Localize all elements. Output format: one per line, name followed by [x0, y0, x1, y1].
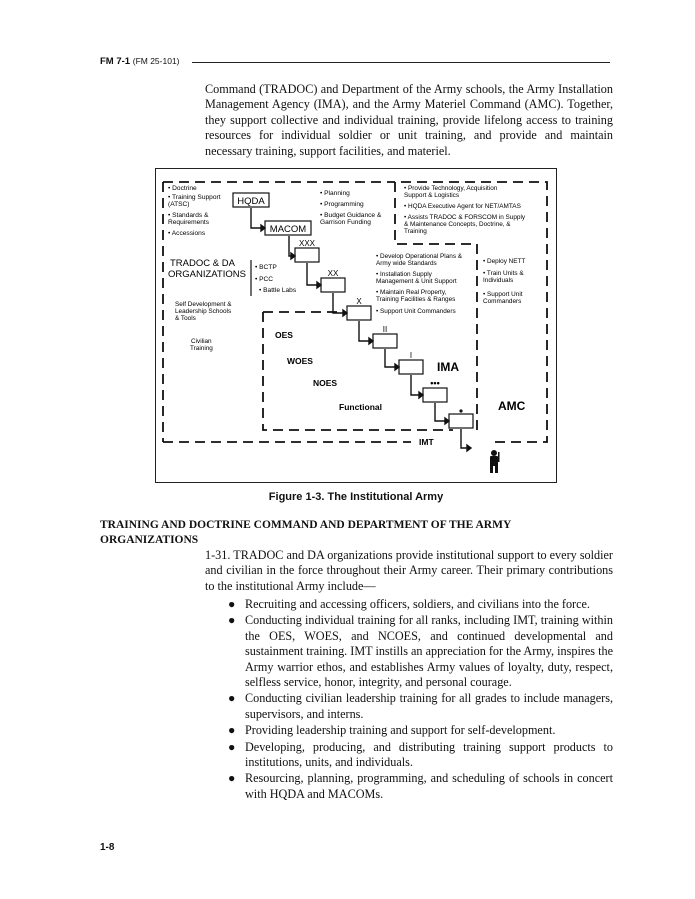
svg-text:NOES: NOES — [312, 377, 337, 388]
corps-unit-box — [295, 248, 319, 262]
svg-text:Requirements: Requirements — [167, 218, 209, 226]
svg-text:Functional: Functional — [338, 401, 382, 412]
section-title: TRAINING AND DOCTRINE COMMAND AND DEPARTMENT OF THE ARMY ORGANIZATIONS — [100, 519, 512, 546]
svg-text:Self Development &: Self Development & — [174, 300, 231, 308]
header-rule — [192, 62, 610, 63]
intro-paragraph: Command (TRADOC) and Department of the Army schools, the Army Installation Management Agency (IMA), and the Army Materiel Command (AMC). Together, they support collective and individual training, provide lifelong access to training resources for individual soldier or unit training, and provide and maintain necessary training, support facilities, and materiel. — [205, 82, 613, 158]
list-item: ● Developing, producing, and distributing training support products to institutions, units, and individuals. — [228, 739, 613, 770]
svg-text:Management & Unit Support: Management & Unit Support — [375, 277, 457, 285]
svg-text:• Train Units &: • Train Units & — [482, 269, 524, 277]
svg-text:ORGANIZATIONS: ORGANIZATIONS — [167, 268, 246, 280]
figure-caption: Figure 1-3. The Institutional Army — [268, 491, 444, 503]
svg-text:• Provide Technology, Acquisit: • Provide Technology, Acquisition — [403, 184, 497, 192]
svg-text:• Support Unit: • Support Unit — [482, 290, 523, 298]
svg-text:• Budget Guidance &: • Budget Guidance & — [319, 211, 381, 219]
svg-text:• Support Unit Commanders: • Support Unit Commanders — [375, 307, 456, 315]
svg-text:WOES: WOES — [286, 355, 313, 366]
svg-text:Training: Training — [403, 227, 427, 235]
svg-text:•••: ••• — [429, 377, 440, 388]
svg-text:OES: OES — [274, 329, 293, 340]
svg-text:• PCC: • PCC — [254, 275, 273, 283]
svg-text:XXX: XXX — [298, 238, 315, 248]
battalion-unit-box — [373, 334, 397, 348]
svg-text:• Programming: • Programming — [319, 200, 364, 208]
svg-text:Individuals: Individuals — [482, 276, 513, 284]
soldier-icon — [490, 450, 500, 473]
svg-text:Garrison Funding: Garrison Funding — [319, 218, 371, 226]
svg-text:XX: XX — [327, 268, 338, 278]
svg-text:• Planning: • Planning — [319, 189, 350, 197]
svg-text:(ATSC): (ATSC) — [167, 200, 189, 208]
list-item: ● Providing leadership training and support for self-development. — [228, 723, 556, 738]
list-item: ● Conducting civilian leadership training for all grades to include managers, supervisors, and interns. — [228, 691, 613, 721]
page-number: 1-8 — [100, 842, 115, 853]
squad-unit-box — [449, 414, 473, 428]
svg-text:• Battle Labs: • Battle Labs — [258, 286, 296, 294]
svg-text:Commanders: Commanders — [482, 297, 521, 305]
svg-text:• Doctrine: • Doctrine — [167, 184, 197, 192]
svg-text:I: I — [409, 350, 412, 360]
paragraph-1-31: 1-31. TRADOC and DA organizations provide institutional support to every soldier and civilian in the force throughout their Army career. Their primary contributions to the institutional Army include— — [205, 548, 613, 593]
svg-text:X: X — [355, 296, 362, 306]
svg-text:IMA: IMA — [436, 359, 459, 374]
svg-text:• Installation Supply: • Installation Supply — [375, 270, 432, 278]
svg-text:• Training Support: • Training Support — [167, 193, 221, 201]
running-header — [100, 56, 610, 70]
list-item: ● Conducting individual training for all ranks, including IMT, training within the OES, WOES, and NCOES, and continued developmental and sustainment training. IMT instills an appreciation for the Army, inspires the Army warrior ethos, and establishes Army values of loyalty, duty, respect, selfless service, honor, integrity, and personal courage. — [228, 613, 613, 690]
svg-text:• Accessions: • Accessions — [167, 229, 205, 237]
platoon-unit-box — [423, 388, 447, 402]
svg-text:• Develop Operational Plans &: • Develop Operational Plans & — [375, 252, 462, 260]
svg-text:TRADOC & DA: TRADOC & DA — [169, 257, 235, 269]
institutional-army-diagram — [155, 168, 557, 483]
svg-text:Training: Training — [189, 344, 213, 352]
svg-text:• Maintain Real Property,: • Maintain Real Property, — [375, 288, 446, 296]
division-unit-box — [321, 278, 345, 292]
svg-text:Support & Logistics: Support & Logistics — [403, 191, 459, 199]
list-item: ● Recruiting and accessing officers, soldiers, and civilians into the force. — [228, 597, 590, 611]
svg-text:Army wide Standards: Army wide Standards — [375, 259, 437, 267]
svg-text:MACOM: MACOM — [269, 223, 306, 235]
svg-text:• Assists TRADOC & FORSCOM in: • Assists TRADOC & FORSCOM in Supply — [403, 213, 525, 221]
svg-text:Civilian: Civilian — [190, 337, 212, 345]
svg-text:IMT: IMT — [418, 436, 434, 447]
svg-text:HQDA: HQDA — [236, 195, 265, 207]
svg-text:& Maintenance Concepts, Doctri: & Maintenance Concepts, Doctrine, & — [403, 220, 511, 228]
svg-text:• Deploy NETT: • Deploy NETT — [482, 257, 525, 265]
figure-frame — [155, 168, 557, 483]
svg-text:• HQDA Executive Agent for NET: • HQDA Executive Agent for NET/AMTAS — [403, 202, 521, 210]
contributions-list — [205, 597, 613, 803]
svg-text:& Tools: & Tools — [174, 314, 196, 322]
document-id: FM 7-1 (FM 25-101) — [100, 56, 180, 67]
svg-text:• BCTP: • BCTP — [254, 263, 277, 271]
brigade-unit-box — [347, 306, 371, 320]
company-unit-box — [399, 360, 423, 374]
svg-text:Training Facilities & Ranges: Training Facilities & Ranges — [375, 295, 455, 303]
svg-text:Leadership Schools: Leadership Schools — [174, 307, 231, 315]
svg-text:• Standards &: • Standards & — [167, 211, 208, 219]
svg-text:AMC: AMC — [497, 398, 525, 413]
svg-text:II: II — [382, 324, 387, 334]
list-item: ● Resourcing, planning, programming, and scheduling of schools in concert with HQDA and MACOMs. — [228, 771, 613, 801]
